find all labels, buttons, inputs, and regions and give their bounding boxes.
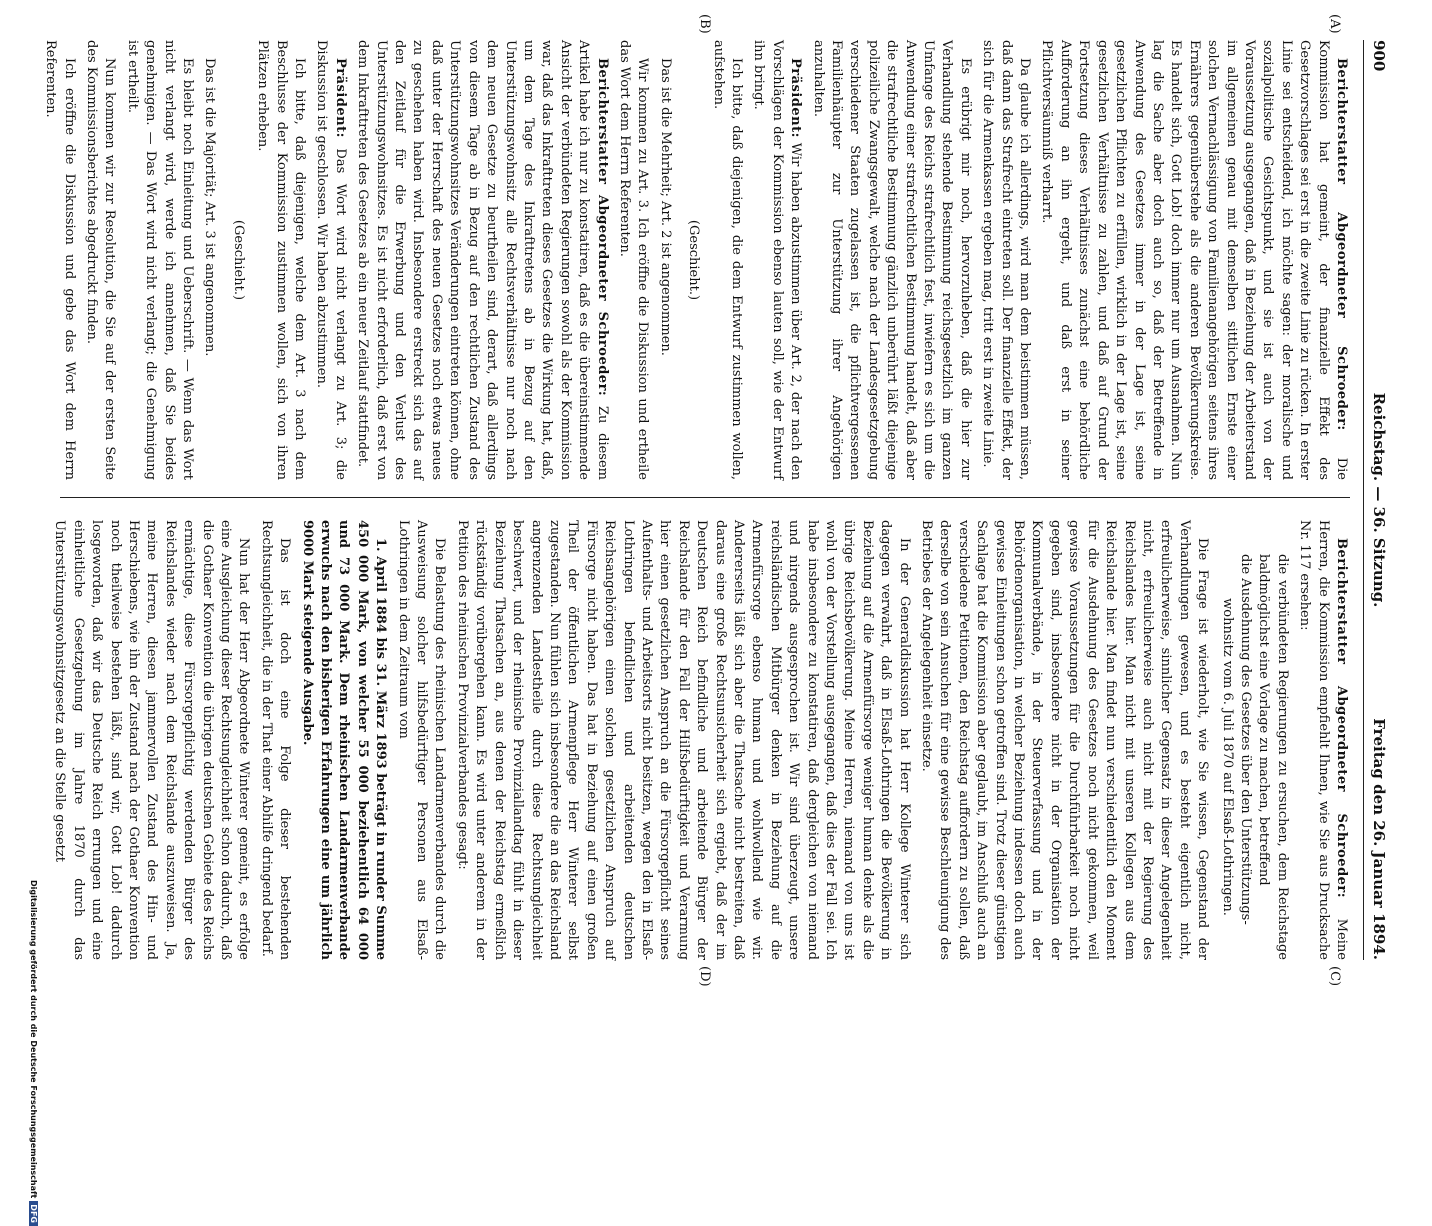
paragraph-text: Das Wort wird nicht verlangt zu Art. 3; die Diskussion ist geschlossen. Wir haben abzustimmen. — [314, 40, 348, 480]
speaker-name: Berichterstatter Abgeordneter Schroeder: — [1334, 538, 1349, 899]
paragraph: Wir kommen zu Art. 3. Ich eröffne die Diskussion und ertheile das Wort dem Herrn Referenten. — [616, 40, 651, 480]
quoted-motion — [1217, 554, 1291, 960]
session-title: Reichstag. — 36. Sitzung. — [1370, 392, 1388, 608]
margin-marker-c: (C) — [1327, 966, 1342, 987]
right-column — [50, 520, 1350, 960]
paragraph: Das ist die Mehrheit; Art. 2 ist angenommen. — [657, 58, 673, 356]
digitization-credit — [18, 880, 38, 1223]
speaker-name: Berichterstatter Abgeordneter Schroeder: — [1334, 58, 1349, 431]
paragraph-text: Zu diesem Artikel habe ich nur zu konstatiren, daß es die übereinstimmende Ansicht der verbündeten Regierungen sowohl als der Kommission war, daß das Inkrafttreten dieses Gesetzes die Wirkung hat, daß, um dem Tage des Inkrafttretens ab in Bezug auf den Unterstützungswohnsitz alle Rechtsverhältnisse nur noch nach dem neuen Gesetze zu beurtheilen sind, derart, daß allerdings von diesem Tage ab in Bezug auf den rechtlichen Zustand des Unterstützungswohnsitzes Veränderungen eintreten können, ohne daß unter der Herrschaft des neuen Gesetzes noch etwas neues zu geschehen haben wird. Insbesondere erstreckt sich das auf den Zeitlauf für die Erwerbung und den Verlust des Unterstützungswohnsitzes. Es ist nicht erforderlich, daß erst von dem Inkrafttreten des Gesetzes ab ein neuer Zeitlauf stattfindet. — [355, 40, 610, 480]
speaker-name: Präsident: — [788, 58, 804, 138]
paragraph-text: Meine Herren, die Kommission empfiehlt Ihnen, wie Sie aus Drucksache Nr. 117 ersehen: — [1297, 520, 1349, 960]
paragraph: Da glaube ich allerdings, wird man dem beistimmen müssen, daß dann das Strafrecht eintreten soll. Der finanzielle Effekt, der sich für die Armenkassen ergeben mag, tritt erst in zweite Linie. — [980, 40, 1033, 480]
credit-text: Digitalisierung gefördert durch die Deutsche Forschungsgemeinschaft — [29, 880, 38, 1199]
paragraph: Es bleibt noch Einleitung und Ueberschrift. — Wenn das Wort nicht verlangt wird, werde ich annehmen, daß Sie beides genehmigen. — Das Wort wird nicht verlangt; die Genehmigung ist ertheilt. — [124, 40, 196, 480]
page-header — [1363, 40, 1394, 960]
column-divider — [60, 497, 1350, 498]
quoted-line: die Ausdehnung des Gesetzes über den Unterstützungs- — [1237, 554, 1253, 925]
paragraph: Nun hat der Herr Abgeordnete Winterer gemeint, es erfolge eine Ausgleichung dieser Rechtsungleichheit schon dadurch, daß die Gothaer Konvention die übrigen deutschen Gebiete des Reichs ermächtige, diese Fürsorgepflichtig werdenden Bürger des Reichslandes wieder nach dem Reichslande auszuweisen. Ja, meine Herren, diesen jammervollen Zustand des Hin- und Herschiebens, wie ihn der Zustand nach der Gothaer Konvention noch theilweise bestehen läßt, sind wir, Gott Lob! dadurch losgeworden, daß wir das Deutsche Reich errungen und eine einheitliche Gesetzgebung im Jahre 1870 durch das Unterstützungswohnsitzgesetz an die Stelle gesetzt — [52, 520, 252, 960]
paragraph — [749, 40, 804, 480]
paragraph: Ich bitte, daß diejenigen, welche dem Art. 3 nach dem Beschlusse der Kommission zustimmen wollen, sich von ihren Plätzen erheben. — [255, 40, 308, 480]
margin-marker-a: (A) — [1327, 14, 1342, 34]
paragraph — [353, 40, 611, 480]
margin-marker-d: (D) — [697, 966, 712, 987]
paragraph — [312, 40, 349, 480]
paragraph — [1037, 40, 1350, 480]
page-number: 900 — [1370, 40, 1388, 72]
paragraph: 1. April 1884 bis 31. März 1893 beträgt in runder Summe 450 000 Mark, von welcher 55 000 beziehentlich 64 000 und 73 000 Mark. Dem rheinischen Landarmenverbande erwuchs nach den bisherigen Erfahrungen eine um jährlich 9000 Mark steigende Ausgabe. — [299, 520, 389, 960]
stage-direction: (Geschieht.) — [230, 219, 246, 301]
left-column — [43, 40, 1350, 481]
speaker-name: Präsident: — [332, 58, 348, 138]
paragraph: Es erübrigt mir noch, hervorzuheben, daß die hier zur Verhandlung stehende Bestimmung reichsgesetzlich im ganzen Umfange des Reichs strafrechtlich fest, inwiefern es sich um die Anwendung einer strafrechtlichen Bestimmung handelt, daß aber die strafrechtliche Bestimmung gänzlich unberührt läßt diejenige polizeiliche Zwangsgewalt, welche nach der Landesgesetzgebung verschiedener Staaten zugelassen ist, die pflichtvergessenen Familienhäupter zur Unterstützung ihrer Angehörigen anzuhalten. — [810, 40, 973, 480]
paragraph: In der Generaldiskussion hat Herr Kollege Winterer sich dagegen verwahrt, daß in Elsaß-Lothringen die Bevölkerung in Beziehung auf die Armenfürsorge weniger human denke als die übrige Reichsbevölkerung. Meine Herren, niemand von uns ist wohl von der Vorstellung ausgegangen, daß dies der Fall sei. Ich habe insbesondere zu konstatiren, daß dergleichen von niemand und nirgends ausgesprochen ist. Wir sind überzeugt, unsere reichsländischen Mitbürger denken in Beziehung auf die Armenfürsorge ebenso human und wohlwollend wie wir. Andererseits läßt sich aber die Thatsache nicht bestreiten, daß daraus eine große Rechtsunsicherheit sich ergiebt, daß der im Deutschen Reich befindliche und arbeitende Bürger der Reichslande für den Fall der Hilfsbedürftigkeit und Verarmung hier einen gesetzlichen Anspruch an die Fürsorgepflicht seines Aufenthalts- und Arbeitsorts nicht besitzen, wegen den in Elsaß-Lothringen befindlichen und arbeitenden deutschen Reichsangehörigen einen solchen gesetzlichen Anspruch auf Fürsorge nicht haben. Das hat in Beziehung auf einen großen Theil der öffentlichen Armenpflege Herr Winterer selbst zugestanden. Nun fühlen sich insbesondere die an das Reichsland angrenzenden Landestheile durch diese Rechtsungleichheit beschwert, und der rheinische Provinziallandtag fühlt in dieser Beziehung Thatsachen an, aus denen der Reichstag ermeßlich rückständig vorübergehen kann. Es wird unter anderem in der Petition des rheinischen Provinzialverbandes gesagt: — [454, 520, 912, 960]
paragraph: Die Frage ist wiederholt, wie Sie wissen, Gegenstand der Verhandlungen gewesen, und es besteht eigentlich nicht, erfreulicherweise, sinnlicher Gegensatz in dieser Angelegenheit nicht, erfreulicherweise auch nicht mit der Regierung des Reichslandes hier. Man nicht mit unseren Kollegen aus dem Reichslande hier. Man findet nun verschiedentlich den Moment für die Ausdehnung des Gesetzes noch nicht gekommen, weil gewisse Voraussetzungen für die Durchführbarkeit noch nicht gegeben sind, insbesondere nicht in der Organisation der Kommunalverbände, in der Steuerverfassung und in der Behördenorganisation, in welcher Beziehung indessen doch auch gewisse Einleitungen schon getroffen sind. Trotz dieser günstigen Sachlage hat die Kommission aber geglaubt, im Anschluß auch an verschiedene Petitionen, den Reichstag auffordern zu sollen, daß derselbe von sein Ansuchen für eine gewisse Beschleunigung des Betriebes der Angelegenheit einsetze. — [919, 520, 1211, 960]
paragraph: Die Belastung des rheinischen Landarmenverbandes durch die Ausweisung solcher hilfsbedürftiger Personen aus Elsaß-Lothringen in dem Zeitraum vom — [395, 520, 448, 960]
paragraph: Ich bitte, daß diejenigen, die dem Entwurf zustimmen wollen, aufstehen. — [710, 40, 744, 480]
session-date: Freitag den 26. Januar 1894. — [1370, 718, 1388, 960]
speaker-name: Berichterstatter Abgeordneter Schroeder: — [594, 58, 610, 397]
paragraph: Nun kommen wir zur Resolution, die Sie auf der ersten Seite des Kommissionsberichtes abgedruckt finden. — [84, 40, 118, 480]
paragraph-text: Wir haben abzustimmen über Art. 2, der nach den Vorschlägen der Kommission ebenso lauten soll, wie der Entwurf ihn bringt. — [751, 40, 804, 481]
quoted-line: wohnsitz vom 6. Juli 1870 auf Elsaß-Lothringen. — [1219, 598, 1235, 916]
dfg-logo: DFG — [29, 1201, 38, 1226]
paragraph: Das ist die Majorität; Art. 3 ist angenommen. — [202, 58, 218, 357]
paragraph — [1295, 520, 1350, 960]
paragraph: Ich eröffne die Diskussion und gebe das Wort dem Herrn Referenten. — [43, 40, 77, 480]
paragraph: Das ist doch eine Folge dieser bestehenden Rechtsungleichheit, die in der That einer Abhilfe dringend bedarf. — [258, 520, 293, 960]
stage-direction: (Geschieht.) — [686, 219, 702, 301]
quoted-line: die verbündeten Regierungen zu ersuchen, dem Reichstage baldmöglichst eine Vorlage zu machen, betreffend — [1256, 554, 1290, 960]
paragraph-text: Die Kommission hat gemeint, der finanzielle Effekt des Gesetzvorschlages sei erst in die zweite Linie zu rücken. In erster Linie sei entscheidend, ich möchte sagen: der moralische und sozialpolitische Gesichtspunkt, und sie ist auch von der Voraussetzung ausgegangen, daß in Beziehung der Arbeiterstand im allgemeinen genau mit demselben sittlichen Ernste einer solchen Vernachlässigung von Familienangehörigen seitens ihres Ernährers gegenüberstehe als die anderen Bevölkerungskreise. Es handelt sich, Gott Lob! doch immer nur um Ausnahmen. Nun lag die Sache aber doch auch so, daß der Betreffende in Anwendung des Gesetzes immer in der Lage ist, seine gesetzlichen Pflichten zu erfüllen, wirklich in der Lage ist, seine gesetzlichen Verhältnisse zu zahlen, und daß auf Grund der Fortsetzung dieses Verhältnisses zunächst eine behördliche Aufforderung an ihn ergeht, und daß erst in seiner Pflichtversäumniß verharrt. — [1039, 40, 1349, 480]
margin-marker-b: (B) — [697, 14, 712, 34]
